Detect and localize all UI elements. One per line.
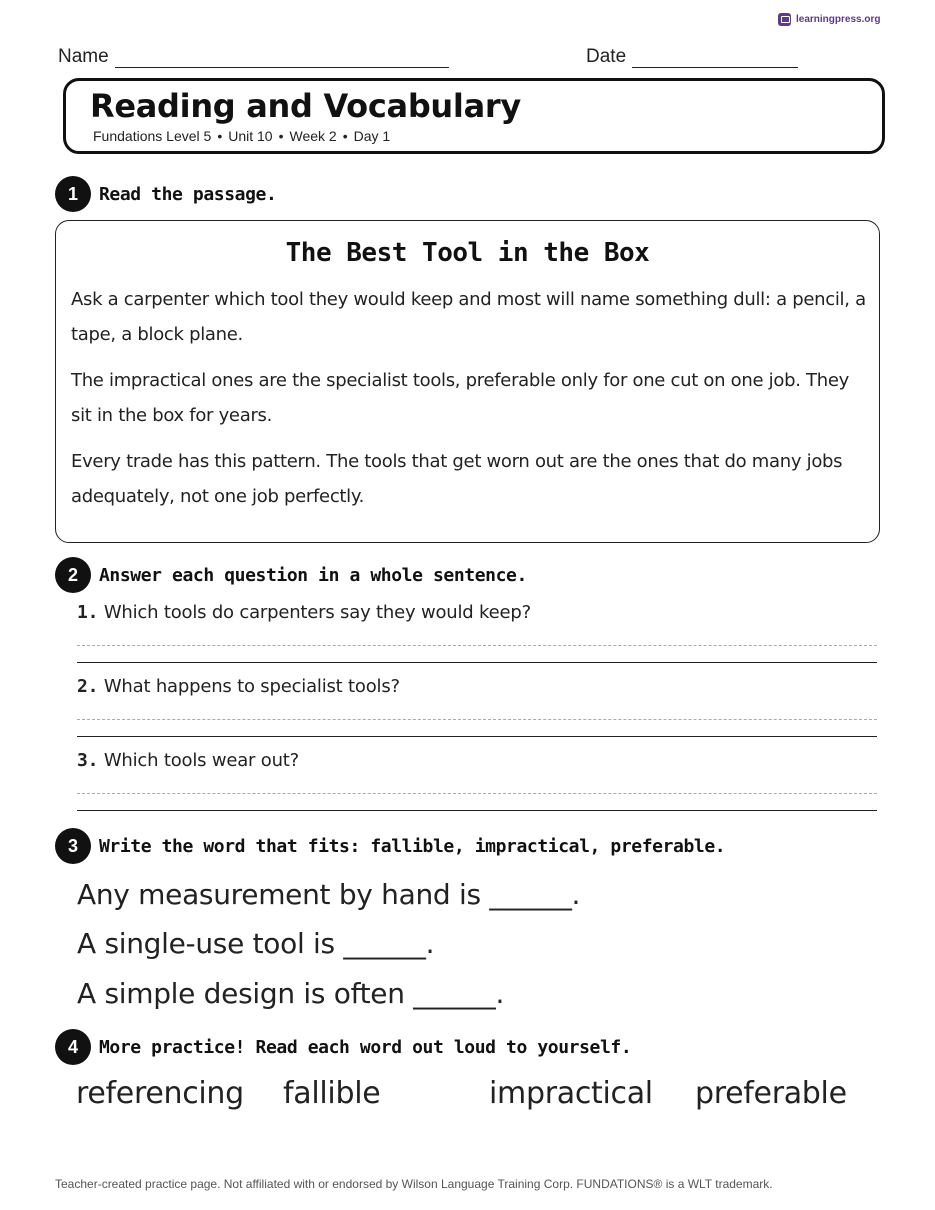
page-title: Reading and Vocabulary (90, 87, 521, 125)
fill-in-sentence[interactable]: Any measurement by hand is ______. (77, 878, 581, 911)
passage-paragraph: Ask a carpenter which tool they would keep and most will name something dull: a pencil, a tape, a block plane. (71, 289, 866, 345)
subtitle-level: Fundations Level 5 (93, 128, 212, 144)
section-label: Answer each question in a whole sentence. (99, 564, 527, 586)
section-3-header (55, 828, 725, 864)
name-field (58, 46, 449, 68)
date-blank[interactable] (632, 49, 798, 68)
section-label: Write the word that fits: fallible, impractical, preferable. (99, 835, 726, 857)
date-label: Date (586, 46, 627, 67)
section-number: 1 (55, 176, 91, 212)
subtitle-day: Day 1 (353, 128, 391, 144)
book-icon (778, 13, 791, 26)
question-text: What happens to specialist tools? (103, 676, 400, 697)
question-number: 1. (77, 602, 99, 623)
question-3 (77, 750, 299, 771)
section-number: 3 (55, 828, 91, 864)
answer-line[interactable] (77, 736, 877, 737)
question-number: 3. (77, 750, 99, 771)
answer-guide-line (77, 645, 877, 646)
question-number: 2. (77, 676, 99, 697)
section-1-header (55, 176, 276, 212)
subtitle-separator: • (342, 128, 348, 144)
passage-title: The Best Tool in the Box (285, 238, 650, 268)
subtitle-separator: • (217, 128, 223, 144)
date-field (586, 46, 798, 68)
practice-word: referencing (76, 1076, 244, 1111)
name-label: Name (58, 46, 109, 67)
passage-paragraph: Every trade has this pattern. The tools that get worn out are the ones that do many jobs adequately, not one job perfectly. (71, 451, 843, 507)
section-4-header (55, 1029, 631, 1065)
practice-word: fallible (283, 1076, 381, 1111)
section-label: Read the passage. (99, 183, 277, 205)
section-number: 4 (55, 1029, 91, 1065)
answer-line[interactable] (77, 662, 877, 663)
question-text: Which tools wear out? (103, 750, 300, 771)
subtitle-unit: Unit 10 (228, 128, 273, 144)
section-2-header (55, 557, 527, 593)
name-blank[interactable] (115, 49, 449, 68)
passage-paragraph: The impractical ones are the specialist tools, preferable only for one cut on one job. They sit in the box for years. (71, 370, 849, 426)
answer-guide-line (77, 793, 877, 794)
brand-text: learningpress.org (796, 14, 881, 25)
question-2 (77, 676, 400, 697)
answer-line[interactable] (77, 810, 877, 811)
section-number: 2 (55, 557, 91, 593)
footer-disclaimer: Teacher-created practice page. Not affiliated with or endorsed by Wilson Language Training Corp. FUNDATIONS® is a WLT trademark. (55, 1177, 773, 1191)
page-subtitle (93, 128, 390, 144)
subtitle-week: Week 2 (289, 128, 337, 144)
fill-in-sentence[interactable]: A single-use tool is ______. (77, 927, 435, 960)
practice-word: preferable (695, 1076, 847, 1111)
brand-link[interactable] (778, 13, 880, 26)
answer-guide-line (77, 719, 877, 720)
fill-in-sentence[interactable]: A simple design is often ______. (77, 977, 505, 1010)
section-label: More practice! Read each word out loud to yourself. (99, 1036, 632, 1058)
practice-word: impractical (489, 1076, 653, 1111)
question-text: Which tools do carpenters say they would keep? (103, 602, 531, 623)
question-1 (77, 602, 531, 623)
subtitle-separator: • (278, 128, 284, 144)
